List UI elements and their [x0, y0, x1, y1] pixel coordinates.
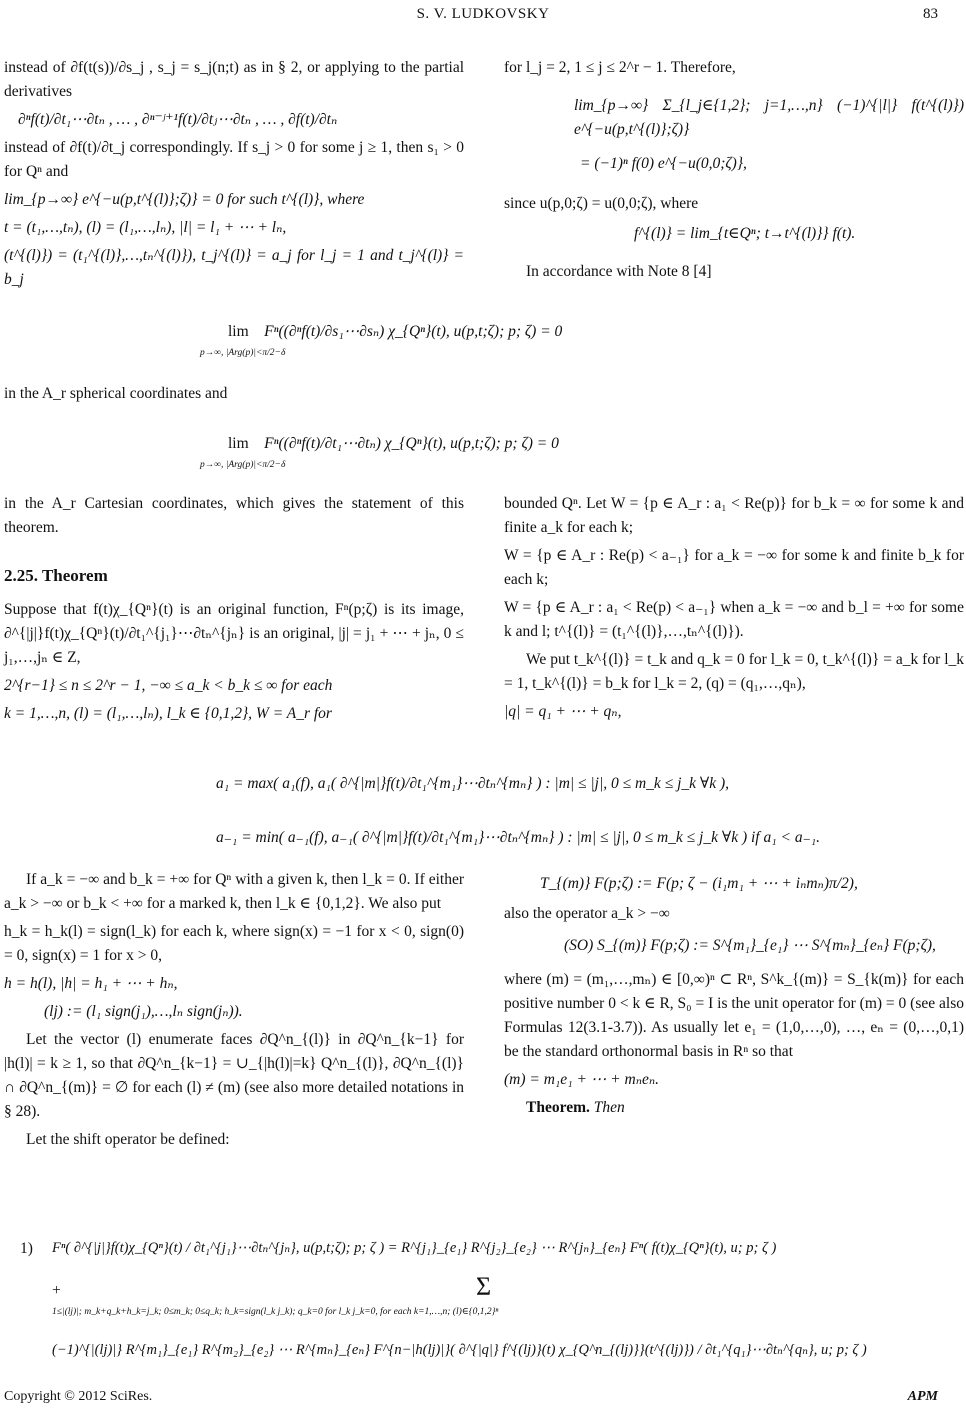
- journal-name: APM: [907, 1389, 938, 1404]
- equation-display: f^{(l)} = lim_{t∈Qⁿ; t→t^{(l)}} f(t).: [634, 225, 856, 242]
- right-column-middle: [504, 492, 964, 728]
- equation-limit-spherical: [228, 322, 562, 341]
- section-heading: 2.25. Theorem: [4, 566, 108, 585]
- equation-inline: |q| = q₁ + ⋯ + qₙ,: [504, 703, 622, 720]
- text-line: in the A_r spherical coordinates and: [4, 385, 228, 402]
- right-column-top: [504, 56, 964, 288]
- theorem-label: Theorem.: [526, 1099, 590, 1116]
- formula-label: 1): [20, 1240, 33, 1257]
- right-column-bottom: [504, 868, 964, 1124]
- equation-inline: (t^{(l)}) = (t₁^{(l)},…,tₙ^{(l)}), t_j^{(l)} = a_j for l_j = 1 and t_j^{(l)} = b_j: [4, 247, 464, 288]
- copyright-text: Copyright © 2012 SciRes.: [4, 1389, 153, 1404]
- text-line: h_k = h_k(l) = sign(l_k) for each k, where sign(x) = −1 for x < 0, sign(0) = 0, sign(x) = 1 for x > 0,: [4, 923, 464, 964]
- theorem-then: Then: [593, 1099, 625, 1116]
- plus-sign: +: [52, 1282, 61, 1299]
- equation-shift-operator: T_{(m)} F(p;ζ) := F(p; ζ − (i₁m₁ + ⋯ + iₙmₙ)π/2),: [540, 875, 858, 892]
- text-line: W = {p ∈ A_r : a₁ < Re(p) < a₋₁} when a_k = −∞ and b_l = +∞ for some k and l; t^{(l)} = (t₁^{(l)},…,tₙ^{(l)}).: [504, 599, 964, 640]
- text-line: instead of ∂f(t(s))/∂s_j , s_j = s_j(n;t) as in § 2, or applying to the partial derivatives: [4, 59, 464, 100]
- equation-so: (SO) S_{(m)} F(p;ζ) := S^{m₁}_{e₁} ⋯ S^{mₙ}_{eₙ} F(p;ζ),: [564, 937, 936, 954]
- text-line: Let the vector (l) enumerate faces ∂Q^n_{(l)} in ∂Q^n_{k−1} for |h(l)| = k ≥ 1, so that ∂Q^n_{k−1} = ∪_{|h(l)|=k} Q^n_{(l)}, ∂Q^n_{(l)} ∩ ∂Q^n_{(m)} = ∅ for each (l) ≠ (m) (see also more detailed notations in § 28).: [4, 1031, 464, 1120]
- equation-a-1-min: a₋₁ = min( a₋₁(f), a₋₁( ∂^{|m|}f(t)/∂t₁^{m₁}⋯∂tₙ^{mₙ} ) : |m| ≤ |j|, 0 ≤ m_k ≤ j_k ∀k ) if a₁ < a₋₁.: [216, 829, 821, 846]
- text-line: [4, 382, 904, 406]
- text-line: where (m) = (m₁,…,mₙ) ∈ [0,∞)ⁿ ⊂ Rⁿ, S^k_{(m)} = S_{k(m)} for each positive number 0 < k ∈ R, S₀ = I is the unit operator for (m) = 0 (see also Formulas 12(3.1-3.7)). As usually let e₁ = (1,0,…,0), …, eₙ = (0,…,0,1) be the standard orthonormal basis in Rⁿ so that: [504, 971, 964, 1060]
- left-column-middle: [4, 492, 464, 730]
- running-header: [0, 6, 966, 28]
- text-line: since u(p,0;ζ) = u(0,0;ζ), where: [504, 195, 699, 212]
- text-line: Let the shift operator be defined:: [26, 1131, 230, 1148]
- final-equation-line2: (−1)^{|(lj)|} R^{m₁}_{e₁} R^{m₂}_{e₂} ⋯ R^{mₙ}_{eₙ} F^{n−|h(lj)|}( ∂^{|q|} f^{(lj)}(t) χ_{Q^n_{(lj)}}(t^{(lj)}) / ∂t₁^{q₁}⋯∂tₙ^{qₙ}, u; p; ζ ): [52, 1342, 867, 1358]
- summation-subscript: 1≤|(lj)|; m_k+q_k+h_k=j_k; 0≤m_k; 0≤q_k; h_k=sign(l_k j_k); q_k=0 for l_k j_k=0, for each k=1,…,n; (l)∈{0,1,2}ⁿ: [52, 1307, 499, 1317]
- text-line: instead of ∂f(t)/∂t_j correspondingly. If s_j > 0 for some j ≥ 1, then s₁ > 0 for Qⁿ and: [4, 139, 464, 180]
- equation-display: lim_{p→∞} Σ_{l_j∈{1,2}; j=1,…,n} (−1)^{|l|} f(t^{(l)}) e^{−u(p,t^{(l)};ζ)}: [574, 97, 964, 138]
- text-line: in the A_r Cartesian coordinates, which gives the statement of this theorem.: [4, 495, 464, 536]
- limit-operator: lim: [228, 435, 249, 452]
- text-line: Suppose that f(t)χ_{Qⁿ}(t) is an original function, Fⁿ(p;ζ) is its image, ∂^{|j|}f(t)χ_{Qⁿ}(t)/∂t₁^{j₁}⋯∂tₙ^{jₙ} is an original, |j| = j₁ + ⋯ + jₙ, 0 ≤ j₁,…,jₙ ∈ Z,: [4, 601, 464, 666]
- text-line: for l_j = 2, 1 ≤ j ≤ 2^r − 1. Therefore,: [504, 59, 736, 76]
- equation-a1-max: a₁ = max( a₁(f), a₁( ∂^{|m|}f(t)/∂t₁^{m₁}⋯∂tₙ^{mₙ} ) : |m| ≤ |j|, 0 ≤ m_k ≤ j_k ∀k ),: [216, 775, 730, 792]
- text-line: W = {p ∈ A_r : Re(p) < a₋₁} for a_k = −∞ for some k and finite b_k for each k;: [504, 547, 964, 588]
- text-line: We put t_k^{(l)} = t_k and q_k = 0 for l_k = 0, t_k^{(l)} = a_k for l_k = 1, t_k^{(l)} = b_k for l_k = 2, (q) = (q₁,…,qₙ),: [504, 651, 964, 692]
- limit-operator: lim: [228, 323, 249, 340]
- summation-icon: Σ: [476, 1272, 492, 1301]
- equation-limit-cartesian: [228, 434, 559, 453]
- running-title: S. V. LUDKOVSKY: [416, 6, 550, 22]
- limit-subscript: p→∞, |Arg(p)|<π/2−δ: [200, 348, 286, 358]
- left-column-top: [4, 56, 464, 296]
- equation-inline: k = 1,…,n, (l) = (l₁,…,lₙ), l_k ∈ {0,1,2}, W = A_r for: [4, 705, 332, 722]
- equation-display: = (−1)ⁿ f(0) e^{−u(0,0;ζ)},: [580, 155, 747, 172]
- equation-inline: t = (t₁,…,tₙ), (l) = (l₁,…,lₙ), |l| = l₁ + ⋯ + lₙ,: [4, 219, 287, 236]
- equation-inline: (m) = m₁e₁ + ⋯ + mₙeₙ.: [504, 1071, 660, 1088]
- limit-subscript: p→∞, |Arg(p)|<π/2−δ: [200, 460, 286, 470]
- text-line: also the operator a_k > −∞: [504, 905, 670, 922]
- equation-inline: (lj) := (l₁ sign(j₁),…,lₙ sign(jₙ)).: [44, 1003, 243, 1020]
- equation-inline: h = h(l), |h| = h₁ + ⋯ + hₙ,: [4, 975, 178, 992]
- equation-inline: ∂ⁿf(t)/∂t₁⋯∂tₙ , … , ∂ⁿ⁻ʲ⁺¹f(t)/∂tⱼ⋯∂tₙ , … , ∂f(t)/∂tₙ: [18, 111, 338, 128]
- text-line: In accordance with Note 8 [4]: [526, 263, 712, 280]
- equation-inline: 2^{r−1} ≤ n ≤ 2^r − 1, −∞ ≤ a_k < b_k ≤ ∞ for each: [4, 677, 333, 694]
- equation-body: Fⁿ((∂ⁿf(t)/∂s₁⋯∂sₙ) χ_{Qⁿ}(t), u(p,t;ζ); p; ζ) = 0: [264, 323, 563, 340]
- text-line: bounded Qⁿ. Let W = {p ∈ A_r : a₁ < Re(p)} for b_k = ∞ for some k and finite a_k for each k;: [504, 495, 964, 536]
- equation-inline: lim_{p→∞} e^{−u(p,t^{(l)};ζ)} = 0 for such t^{(l)}, where: [4, 191, 365, 208]
- equation-body: Fⁿ((∂ⁿf(t)/∂t₁⋯∂tₙ) χ_{Qⁿ}(t), u(p,t;ζ); p; ζ) = 0: [264, 435, 559, 452]
- left-column-bottom: [4, 868, 464, 1156]
- text-line: If a_k = −∞ and b_k = +∞ for Qⁿ with a given k, then l_k = 0. If either a_k > −∞ or b_k < +∞ for a marked k, then l_k ∈ {0,1,2}. We also put: [4, 871, 464, 912]
- final-equation-line1: Fⁿ( ∂^{|j|}f(t)χ_{Qⁿ}(t) / ∂t₁^{j₁}⋯∂tₙ^{jₙ}, u(p,t;ζ); p; ζ ) = R^{j₁}_{e₁} R^{j₂}_{e₂} ⋯ R^{jₙ}_{eₙ} Fⁿ( f(t)χ_{Qⁿ}(t), u; p; ζ ): [52, 1240, 777, 1256]
- page-number: 83: [923, 6, 938, 22]
